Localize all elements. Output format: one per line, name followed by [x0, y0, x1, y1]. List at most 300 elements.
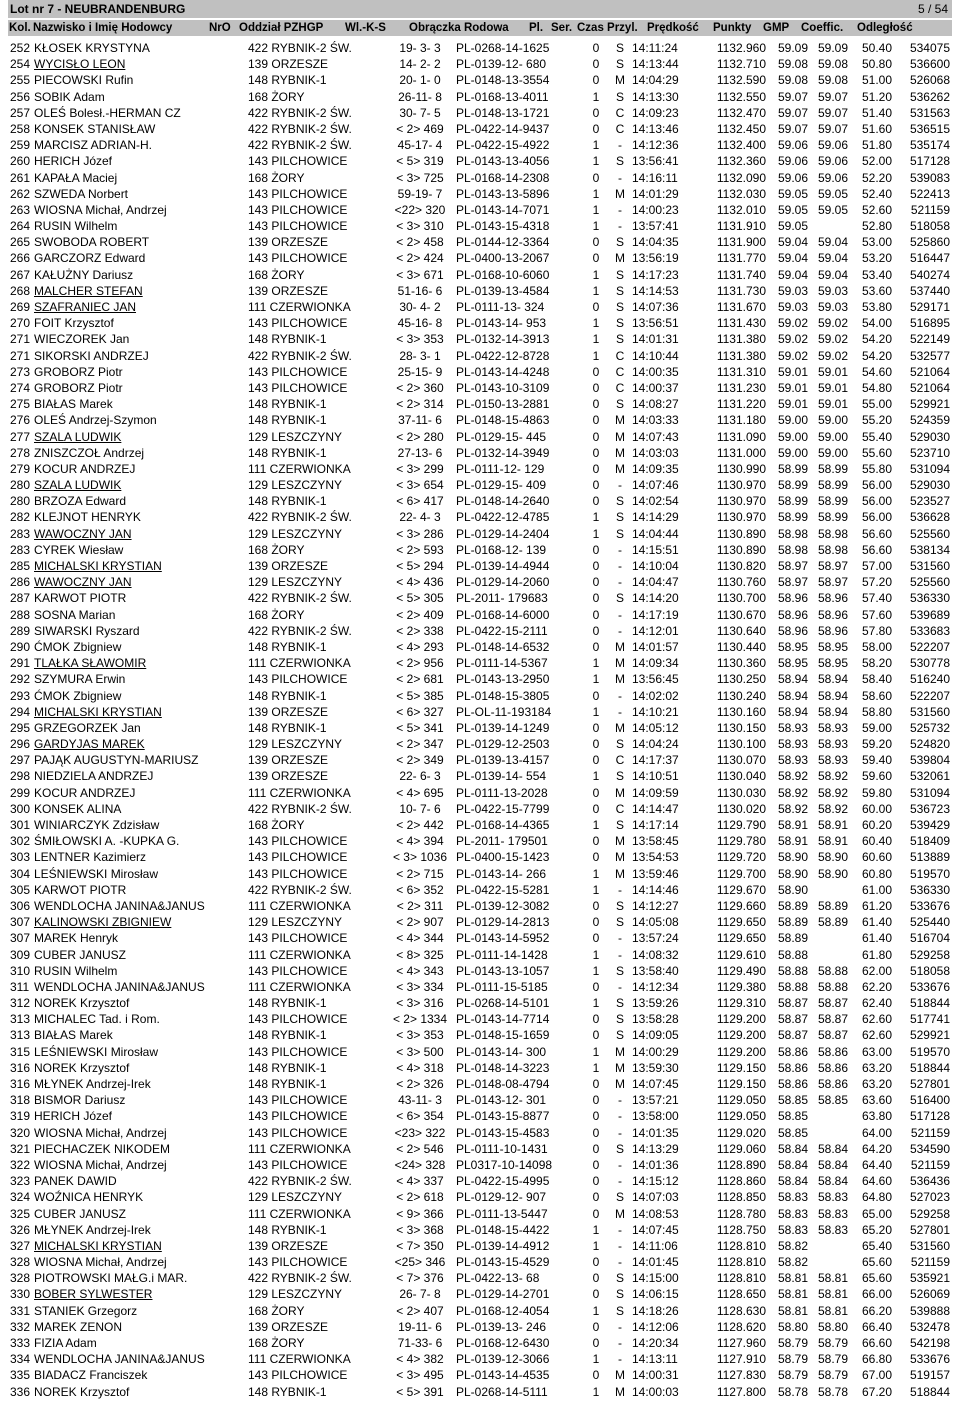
cell-coef: 63.00 — [861, 1044, 892, 1059]
cell-pkt: 58.89 — [777, 898, 808, 913]
cell-czas: 14:15:51 — [632, 542, 679, 557]
cell-odl: 529030 — [909, 478, 950, 493]
cell-gmp: 58.95 — [817, 639, 848, 654]
cell-pred: 1128.630 — [716, 1303, 766, 1318]
cell-obr: PL-0111-14-1428 — [456, 947, 548, 962]
cell-name: STANIEK Grzegorz — [34, 1303, 138, 1318]
cell-oddz: 148 RYBNIK-1 — [248, 1060, 327, 1075]
table-row — [8, 412, 952, 428]
cell-pred: 1129.200 — [716, 1028, 766, 1043]
cell-kol: 278 — [10, 445, 31, 460]
cell-odl: 526069 — [909, 1287, 950, 1302]
cell-coef: 51.60 — [861, 121, 892, 136]
table-row — [8, 785, 952, 801]
cell-obr: PL-0132-14-3913 — [456, 332, 550, 347]
cell-coef: 64.20 — [861, 1141, 892, 1156]
cell-odl: 518409 — [909, 834, 950, 849]
cell-obr: PL-0111-13-2028 — [456, 785, 548, 800]
cell-kol: 275 — [10, 397, 31, 412]
cell-czas: 14:02:54 — [632, 494, 679, 509]
cell-pred: 1128.860 — [716, 1174, 766, 1189]
cell-gmp: 59.08 — [817, 57, 848, 72]
cell-ser: C — [615, 753, 625, 768]
cell-czas: 14:00:29 — [632, 1044, 679, 1059]
cell-odl: 516447 — [909, 251, 950, 266]
cell-kol: 313 — [10, 1012, 31, 1027]
cell-odl: 516400 — [909, 1093, 950, 1108]
cell-wl: < 2> 409 — [396, 607, 444, 622]
cell-coef: 62.20 — [861, 979, 892, 994]
cell-ser: S — [615, 737, 624, 752]
cell-pkt: 59.05 — [777, 219, 808, 234]
cell-pred: 1130.820 — [716, 559, 766, 573]
cell-czas: 13:54:53 — [632, 850, 679, 865]
cell-pl: 1 — [592, 947, 600, 962]
cell-name: WYCISŁO LEON — [34, 57, 126, 72]
cell-coef: 65.40 — [861, 1238, 892, 1253]
cell-ser: S — [615, 510, 624, 525]
cell-obr: PL-0148-13-3554 — [456, 73, 550, 88]
cell-pred: 1131.900 — [716, 235, 766, 250]
cell-wl: < 2> 907 — [396, 915, 444, 930]
cell-ser: - — [618, 947, 622, 962]
cell-pkt: 59.04 — [777, 267, 808, 282]
cell-pkt: 58.94 — [777, 704, 808, 719]
cell-czas: 14:13:44 — [632, 57, 679, 72]
cell-obr: PL-0422-13- 68 — [456, 1271, 540, 1286]
cell-wl: < 2> 681 — [396, 672, 444, 687]
cell-oddz: 148 RYBNIK-1 — [248, 494, 327, 509]
cell-czas: 14:01:35 — [632, 1125, 679, 1140]
cell-coef: 57.00 — [861, 559, 892, 573]
column-header-9: Prędkość — [647, 22, 699, 34]
cell-ser: S — [615, 300, 624, 314]
cell-obr: PL-0268-14-5101 — [456, 996, 550, 1011]
cell-oddz: 139 ORZESZE — [248, 57, 329, 72]
cell-czas: 13:57:24 — [632, 931, 679, 946]
cell-czas: 14:12:06 — [632, 1319, 679, 1334]
cell-kol: 311 — [10, 979, 30, 994]
cell-obr: PL-0111-13-5447 — [456, 1206, 548, 1221]
cell-gmp: 59.02 — [817, 348, 848, 363]
cell-ser: - — [618, 219, 622, 234]
cell-wl: < 3> 654 — [396, 478, 444, 493]
cell-gmp: 58.91 — [817, 834, 848, 849]
table-row — [8, 445, 952, 461]
cell-wl: <23> 322 — [394, 1125, 446, 1140]
cell-name: CYREK Wiesław — [34, 542, 124, 557]
cell-gmp: 58.94 — [817, 704, 848, 719]
cell-pkt: 58.86 — [777, 1060, 808, 1075]
cell-oddz: 143 PILCHOWICE — [248, 672, 348, 687]
cell-ser: M — [615, 445, 625, 460]
cell-kol: 307 — [10, 931, 31, 946]
table-row — [8, 380, 952, 396]
cell-pred: 1129.780 — [716, 834, 766, 849]
cell-pkt: 59.04 — [777, 251, 808, 266]
table-row — [8, 202, 952, 218]
cell-pl: 0 — [592, 591, 600, 606]
cell-coef: 51.40 — [861, 105, 892, 120]
cell-czas: 14:17:19 — [632, 607, 679, 622]
cell-czas: 13:58:00 — [632, 1109, 679, 1124]
cell-coef: 55.60 — [861, 445, 892, 460]
cell-oddz: 422 RYBNIK-2 ŚW. — [248, 105, 352, 120]
cell-ser: S — [615, 915, 624, 930]
cell-ser: - — [618, 1352, 622, 1367]
cell-wl: < 2> 618 — [396, 1190, 444, 1205]
cell-pl: 0 — [592, 397, 600, 412]
results-list — [8, 40, 952, 1400]
cell-oddz: 129 LESZCZYNY — [248, 737, 343, 752]
cell-name: ŚMIŁOWSKI A. -KUPKA G. — [34, 834, 180, 849]
cell-czas: 14:17:23 — [632, 267, 679, 282]
cell-kol: 269 — [10, 300, 31, 314]
cell-odl: 536628 — [909, 510, 950, 525]
cell-name: GARDYJAS MAREK — [34, 737, 145, 752]
cell-kol: 294 — [10, 704, 31, 719]
cell-pl: 0 — [592, 785, 600, 800]
cell-pl: 0 — [592, 639, 600, 654]
cell-odl: 519570 — [909, 866, 950, 881]
cell-obr: PL-0139-14-4944 — [456, 559, 550, 573]
cell-kol: 288 — [10, 607, 31, 622]
cell-gmp: 58.86 — [817, 1044, 848, 1059]
cell-wl: 43-11- 3 — [398, 1093, 442, 1108]
cell-pl: 0 — [592, 1077, 600, 1091]
cell-kol: 267 — [10, 267, 31, 282]
cell-czas: 14:07:46 — [632, 478, 679, 493]
cell-name: WIOSNA Michał, Andrzej — [34, 1255, 167, 1270]
cell-pl: 1 — [592, 219, 600, 234]
cell-pred: 1130.440 — [716, 639, 766, 654]
cell-czas: 14:13:46 — [632, 121, 679, 136]
cell-ser: S — [615, 1303, 624, 1318]
cell-obr: PL-0111-14-5367 — [456, 656, 548, 671]
cell-czas: 14:07:43 — [632, 429, 679, 444]
cell-oddz: 143 PILCHOWICE — [248, 380, 348, 395]
cell-name: KAPAŁA Maciej — [34, 170, 118, 185]
cell-czas: 14:13:29 — [632, 1141, 679, 1156]
cell-obr: PL-0148-13-1721 — [456, 105, 550, 120]
cell-obr: PL-0143-14- 266 — [456, 866, 547, 881]
cell-pred: 1131.230 — [716, 380, 766, 395]
table-row — [8, 1125, 952, 1141]
cell-obr: PL-0144-12-3364 — [456, 235, 550, 250]
cell-oddz: 143 PILCHOWICE — [248, 316, 348, 331]
cell-oddz: 143 PILCHOWICE — [248, 850, 348, 865]
cell-ser: S — [615, 267, 624, 282]
cell-oddz: 143 PILCHOWICE — [248, 186, 348, 201]
table-row — [8, 1157, 952, 1173]
cell-obr: PL-0422-15-4922 — [456, 138, 550, 153]
cell-name: MARCISZ ADRIAN-H. — [34, 138, 153, 153]
cell-obr: PL-0139-14-1249 — [456, 720, 550, 735]
table-row — [8, 186, 952, 202]
cell-pred: 1130.890 — [716, 542, 766, 557]
cell-kol: 277 — [10, 429, 31, 444]
cell-pkt: 58.96 — [777, 623, 808, 638]
cell-obr: PL-0143-14-4535 — [456, 1368, 550, 1383]
cell-wl: < 2> 546 — [396, 1141, 444, 1156]
cell-pl: 0 — [592, 1287, 600, 1302]
cell-wl: < 3> 671 — [396, 267, 444, 282]
cell-coef: 66.20 — [861, 1303, 892, 1318]
cell-kol: 331 — [10, 1303, 31, 1318]
cell-pl: 1 — [592, 186, 600, 201]
cell-odl: 516895 — [909, 316, 950, 331]
column-header — [8, 20, 952, 36]
cell-ser: M — [615, 1044, 625, 1059]
cell-czas: 13:59:30 — [632, 1060, 679, 1075]
cell-wl: < 2> 349 — [396, 753, 444, 768]
cell-pkt: 58.93 — [777, 720, 808, 735]
cell-name: KOCUR ANDRZEJ — [34, 461, 136, 476]
cell-oddz: 148 RYBNIK-1 — [248, 73, 327, 88]
cell-kol: 302 — [10, 834, 31, 849]
cell-coef: 54.20 — [861, 348, 892, 363]
cell-name: WENDLOCHA JANINA&JANUS — [34, 979, 205, 994]
cell-coef: 61.80 — [861, 947, 892, 962]
cell-pkt: 58.88 — [777, 963, 808, 978]
cell-pkt: 59.01 — [777, 397, 808, 412]
cell-pl: 0 — [592, 559, 600, 573]
cell-pred: 1128.810 — [716, 1238, 766, 1253]
cell-wl: < 2> 360 — [396, 380, 444, 395]
cell-pred: 1130.240 — [716, 688, 766, 703]
table-row — [8, 170, 952, 186]
cell-wl: < 3> 495 — [396, 1368, 444, 1383]
cell-name: SIWARSKI Ryszard — [34, 623, 140, 638]
cell-pl: 1 — [592, 672, 600, 687]
cell-gmp: 59.09 — [817, 41, 848, 55]
cell-pred: 1131.000 — [716, 445, 766, 460]
cell-pl: 1 — [592, 882, 600, 897]
cell-oddz: 129 LESZCZYNY — [248, 1190, 343, 1205]
cell-obr: PL-0143-14-5952 — [456, 931, 550, 946]
cell-pl: 0 — [592, 364, 600, 379]
cell-odl: 526068 — [909, 73, 950, 88]
cell-ser: S — [615, 769, 624, 784]
cell-obr: PL-0111-15-5185 — [456, 979, 548, 994]
cell-pl: 1 — [592, 1238, 600, 1253]
cell-kol: 287 — [10, 591, 31, 606]
cell-pred: 1129.700 — [716, 866, 766, 881]
cell-oddz: 129 LESZCZYNY — [248, 575, 343, 590]
cell-czas: 14:09:59 — [632, 785, 679, 800]
cell-name: KARWOT PIOTR — [34, 882, 127, 897]
cell-ser: M — [615, 866, 625, 881]
cell-ser: - — [618, 1238, 622, 1253]
cell-gmp: 58.89 — [817, 898, 848, 913]
cell-czas: 14:04:24 — [632, 737, 679, 752]
cell-odl: 524359 — [909, 413, 950, 428]
cell-pred: 1132.960 — [716, 41, 766, 55]
cell-pred: 1129.150 — [716, 1060, 766, 1075]
cell-ser: - — [618, 704, 622, 719]
cell-obr: PL-0148-15-3805 — [456, 688, 550, 703]
cell-pl: 0 — [592, 1206, 600, 1221]
cell-wl: < 2> 469 — [396, 121, 444, 136]
cell-pred: 1129.060 — [716, 1141, 766, 1156]
cell-pred: 1132.590 — [716, 73, 766, 88]
cell-name: MŁYNEK Andrzej-Irek — [34, 1222, 151, 1237]
cell-odl: 518844 — [909, 996, 950, 1011]
cell-gmp: 58.93 — [817, 737, 848, 752]
cell-wl: < 2> 311 — [396, 898, 444, 913]
cell-kol: 325 — [10, 1206, 31, 1221]
cell-name: KLEJNOT HENRYK — [34, 510, 141, 525]
cell-pl: 1 — [592, 1352, 600, 1367]
cell-name: TLAŁKA SŁAWOMIR — [34, 656, 147, 671]
cell-gmp: 59.06 — [817, 154, 848, 169]
cell-pred: 1129.790 — [716, 818, 766, 832]
cell-pred: 1129.050 — [716, 1093, 766, 1108]
cell-odl: 518058 — [909, 219, 950, 234]
cell-coef: 61.00 — [861, 882, 892, 897]
cell-pred: 1129.660 — [716, 898, 766, 913]
cell-gmp: 58.78 — [817, 1384, 848, 1399]
cell-wl: < 4> 343 — [396, 963, 444, 978]
cell-oddz: 111 CZERWIONKA — [248, 947, 351, 962]
cell-pkt: 58.83 — [777, 1190, 808, 1205]
cell-pkt: 58.96 — [777, 591, 808, 606]
cell-czas: 14:14:20 — [632, 591, 679, 606]
cell-pkt: 58.90 — [777, 882, 808, 897]
cell-odl: 525560 — [909, 526, 950, 541]
cell-kol: 328 — [10, 1255, 31, 1270]
cell-odl: 521064 — [909, 380, 950, 395]
cell-wl: <24> 328 — [394, 1157, 446, 1172]
cell-name: WAWOCZNY JAN — [34, 526, 132, 541]
cell-ser: - — [618, 1255, 622, 1270]
cell-obr: PL-2011- 179683 — [456, 591, 548, 606]
table-row — [8, 671, 952, 687]
table-row — [8, 1384, 952, 1400]
table-row — [8, 299, 952, 315]
table-row — [8, 639, 952, 655]
table-row — [8, 1044, 952, 1060]
cell-wl: < 5> 319 — [396, 154, 444, 169]
cell-pred: 1130.160 — [716, 704, 766, 719]
cell-name: GRZEGORZEK Jan — [34, 720, 141, 735]
cell-wl: < 4> 695 — [396, 785, 444, 800]
table-row — [8, 153, 952, 169]
cell-wl: < 3> 500 — [396, 1044, 444, 1059]
cell-coef: 54.60 — [861, 364, 892, 379]
cell-wl: < 3> 316 — [396, 996, 444, 1011]
cell-czas: 14:07:03 — [632, 1190, 679, 1205]
cell-pl: 1 — [592, 332, 600, 347]
cell-oddz: 422 RYBNIK-2 ŚW. — [248, 121, 352, 136]
table-row — [8, 995, 952, 1011]
cell-coef: 56.60 — [861, 542, 892, 557]
cell-ser: S — [615, 41, 624, 55]
cell-kol: 319 — [10, 1109, 31, 1124]
cell-obr: PL-0143-13-2950 — [456, 672, 550, 687]
cell-czas: 14:10:04 — [632, 559, 679, 573]
cell-gmp: 59.01 — [817, 364, 848, 379]
cell-czas: 14:05:08 — [632, 915, 679, 930]
cell-pl: 0 — [592, 478, 600, 493]
cell-ser: - — [618, 542, 622, 557]
cell-czas: 14:10:21 — [632, 704, 679, 719]
cell-name: ĆMOK Zbigniew — [34, 639, 122, 654]
cell-name: BIADACZ Franciszek — [34, 1368, 148, 1383]
cell-obr: PL-0143-13-5896 — [456, 186, 550, 201]
cell-kol: 276 — [10, 413, 31, 428]
cell-pl: 1 — [592, 963, 600, 978]
cell-pred: 1129.380 — [716, 979, 766, 994]
cell-name: GARCZORZ Edward — [34, 251, 146, 266]
cell-pl: 0 — [592, 607, 600, 622]
cell-coef: 58.80 — [861, 704, 892, 719]
cell-kol: 318 — [10, 1093, 31, 1108]
cell-name: BRZOZA Edward — [34, 494, 127, 509]
cell-pred: 1132.550 — [716, 89, 766, 104]
column-header-7: Ser. — [551, 22, 573, 34]
cell-pl: 0 — [592, 380, 600, 395]
cell-gmp: 58.86 — [817, 1077, 848, 1091]
cell-pl: 0 — [592, 1012, 600, 1027]
table-row — [8, 250, 952, 266]
cell-gmp: 58.86 — [817, 1060, 848, 1075]
cell-pl: 0 — [592, 898, 600, 913]
cell-czas: 14:01:45 — [632, 1255, 679, 1270]
cell-coef: 58.20 — [861, 656, 892, 671]
cell-gmp: 58.83 — [817, 1222, 848, 1237]
cell-czas: 14:10:44 — [632, 348, 679, 363]
cell-wl: 20- 1- 0 — [399, 73, 441, 88]
cell-pkt: 58.92 — [777, 769, 808, 784]
cell-name: WINIARCZYK Zdzisław — [34, 818, 160, 832]
cell-pred: 1129.490 — [716, 963, 766, 978]
cell-coef: 63.80 — [861, 1109, 892, 1124]
cell-kol: 255 — [10, 73, 31, 88]
cell-ser: S — [615, 235, 624, 250]
cell-pl: 1 — [592, 1044, 600, 1059]
cell-ser: - — [618, 575, 622, 590]
cell-obr: PL-0143-13-1057 — [456, 963, 550, 978]
cell-pl: 1 — [592, 510, 600, 525]
table-row — [8, 461, 952, 477]
cell-czas: 14:00:37 — [632, 380, 679, 395]
cell-gmp: 59.07 — [817, 89, 848, 104]
cell-kol: 280 — [10, 494, 31, 509]
cell-gmp: 59.06 — [817, 138, 848, 153]
cell-gmp: 58.92 — [817, 785, 848, 800]
cell-ser: M — [615, 656, 625, 671]
cell-obr: PL-0168-14-6000 — [456, 607, 550, 622]
cell-pred: 1129.670 — [716, 882, 766, 897]
cell-wl: < 7> 376 — [396, 1271, 444, 1286]
cell-pkt: 58.85 — [777, 1093, 808, 1108]
table-row — [8, 1335, 952, 1351]
cell-odl: 517128 — [909, 1109, 950, 1124]
cell-odl: 532061 — [909, 769, 950, 784]
cell-gmp: 58.79 — [817, 1352, 848, 1367]
cell-oddz: 143 PILCHOWICE — [248, 1044, 348, 1059]
cell-pl: 0 — [592, 1319, 600, 1334]
table-row — [8, 105, 952, 121]
cell-odl: 537440 — [909, 283, 950, 298]
cell-obr: PL-0111-13- 324 — [456, 300, 545, 314]
cell-coef: 62.00 — [861, 963, 892, 978]
cell-kol: 296 — [10, 737, 31, 752]
table-row — [8, 1206, 952, 1222]
table-row — [8, 1286, 952, 1302]
cell-gmp: 58.88 — [817, 963, 848, 978]
